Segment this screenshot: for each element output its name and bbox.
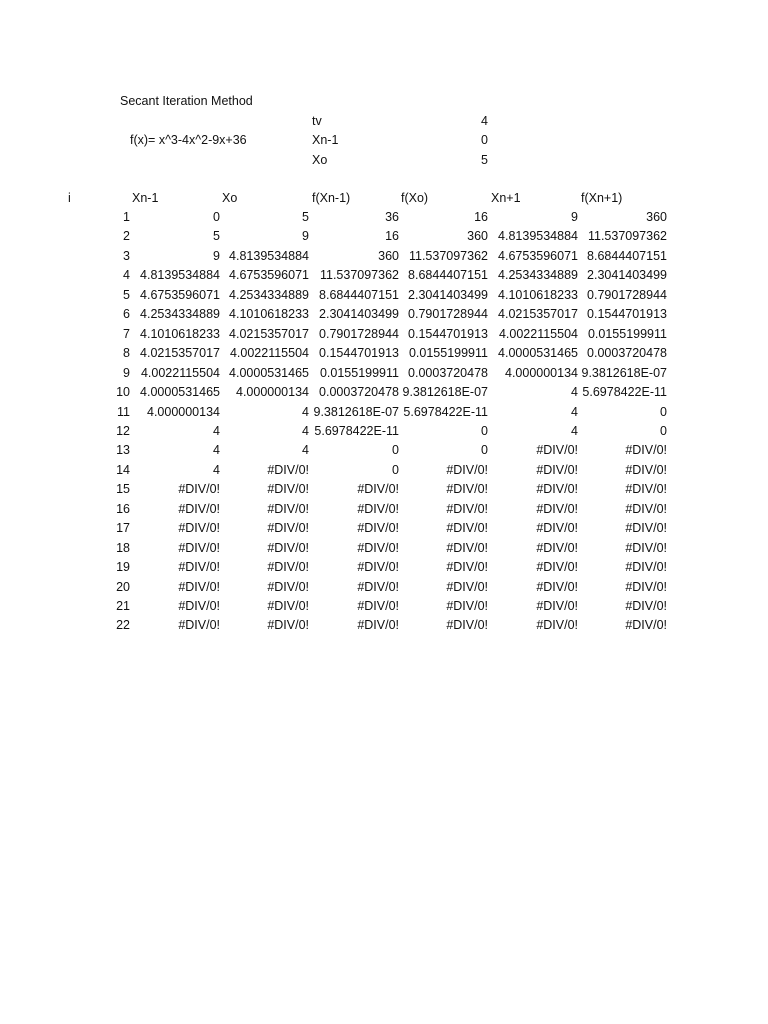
- cell-xo: 4.0000531465: [229, 365, 309, 380]
- param-label-tv: tv: [312, 114, 322, 128]
- cell-xn-plus-1: #DIV/0!: [536, 540, 578, 555]
- cell-f-xn-plus-1: #DIV/0!: [625, 521, 667, 536]
- table-row: [0, 365, 768, 384]
- table-row: [0, 287, 768, 306]
- cell-xn-1: #DIV/0!: [178, 540, 220, 555]
- cell-xn-1: 4.6753596071: [140, 287, 220, 302]
- table-row: [0, 442, 768, 461]
- table-row: [0, 540, 768, 559]
- param-value-tv: 4: [481, 114, 488, 128]
- table-row: [0, 345, 768, 364]
- cell-f-xn-plus-1: 0: [660, 423, 667, 438]
- cell-xn-1: #DIV/0!: [178, 521, 220, 536]
- cell-f-xn-plus-1: 9.3812618E-07: [581, 365, 667, 380]
- table-row: [0, 423, 768, 442]
- function-label: f(x)= x^3-4x^2-9x+36: [130, 133, 247, 147]
- cell-xn-1: 4.0215357017: [140, 346, 220, 361]
- cell-f-xn-plus-1: 0.0155199911: [587, 326, 667, 341]
- cell-xn-plus-1: #DIV/0!: [536, 579, 578, 594]
- cell-xn-1: 9: [213, 248, 220, 263]
- cell-f-xn-plus-1: #DIV/0!: [625, 579, 667, 594]
- cell-xn-plus-1: #DIV/0!: [536, 599, 578, 613]
- cell-f-xn-plus-1: #DIV/0!: [625, 482, 667, 497]
- table-row: [0, 326, 768, 345]
- param-label-xn-1: Xn-1: [312, 133, 339, 147]
- cell-i: 6: [123, 307, 130, 322]
- cell-i: 22: [116, 618, 130, 633]
- cell-f-xn-plus-1: 11.537097362: [587, 229, 667, 244]
- cell-f-xn-plus-1: 0: [660, 404, 667, 419]
- table-row: [0, 306, 768, 325]
- cell-f-xn-1: 360: [378, 248, 399, 263]
- cell-f-xo: 11.537097362: [408, 248, 488, 263]
- cell-f-xo: 0.1544701913: [408, 326, 488, 341]
- table-row: [0, 384, 768, 403]
- cell-f-xn-1: 5.6978422E-11: [314, 423, 399, 438]
- table-row: [0, 598, 768, 617]
- cell-f-xn-plus-1: #DIV/0!: [625, 599, 667, 613]
- cell-f-xo: 2.3041403499: [408, 287, 488, 302]
- cell-xn-1: #DIV/0!: [178, 599, 220, 613]
- param-value-xn-1: 0: [481, 133, 488, 147]
- cell-f-xn-plus-1: 0.1544701913: [587, 307, 667, 322]
- cell-f-xn-1: #DIV/0!: [357, 482, 399, 497]
- cell-xo: #DIV/0!: [267, 482, 309, 497]
- table-row: [0, 617, 768, 636]
- cell-xn-1: #DIV/0!: [178, 618, 220, 633]
- cell-xn-plus-1: 4: [571, 423, 578, 438]
- cell-f-xn-1: 11.537097362: [319, 268, 399, 283]
- param-value-xo: 5: [481, 153, 488, 167]
- cell-xo: #DIV/0!: [267, 599, 309, 613]
- cell-i: 10: [116, 385, 130, 400]
- cell-xo: 4: [302, 423, 309, 438]
- cell-xn-1: 4.1010618233: [140, 326, 220, 341]
- cell-xn-plus-1: #DIV/0!: [536, 501, 578, 516]
- column-header-xo: Xo: [222, 191, 238, 205]
- table-row: [0, 501, 768, 520]
- cell-f-xn-1: #DIV/0!: [357, 599, 399, 613]
- cell-i: 8: [123, 346, 130, 361]
- cell-f-xn-plus-1: #DIV/0!: [625, 540, 667, 555]
- cell-i: 15: [116, 482, 130, 497]
- cell-f-xn-1: 8.6844407151: [319, 287, 399, 302]
- cell-xn-plus-1: 4: [571, 385, 578, 400]
- column-header-i: i: [68, 191, 71, 205]
- cell-xn-plus-1: 4.1010618233: [498, 287, 578, 302]
- cell-xo: 4.0215357017: [229, 326, 309, 341]
- table-row: [0, 404, 768, 423]
- cell-xn-1: 4.0022115504: [140, 365, 220, 380]
- cell-xn-1: 4.2534334889: [140, 307, 220, 322]
- cell-f-xn-1: 0.0003720478: [319, 385, 399, 400]
- cell-xo: 5: [302, 210, 309, 224]
- cell-xn-plus-1: 9: [571, 210, 578, 224]
- cell-xn-1: #DIV/0!: [178, 560, 220, 575]
- cell-f-xn-plus-1: 2.3041403499: [587, 268, 667, 283]
- table-row: [0, 481, 768, 500]
- cell-xo: #DIV/0!: [267, 521, 309, 536]
- cell-xn-1: 4: [213, 443, 220, 458]
- cell-f-xn-plus-1: #DIV/0!: [625, 560, 667, 575]
- cell-xo: 4.2534334889: [229, 287, 309, 302]
- cell-xn-plus-1: 4.0000531465: [498, 346, 578, 361]
- cell-f-xn-1: #DIV/0!: [357, 540, 399, 555]
- column-header-f-xn-1: f(Xn-1): [312, 191, 351, 205]
- column-header-f-xn-plus-1: f(Xn+1): [581, 191, 623, 205]
- cell-xn-plus-1: 4.0215357017: [498, 307, 578, 322]
- cell-xn-1: 4.8139534884: [140, 268, 220, 283]
- cell-f-xo: #DIV/0!: [446, 501, 488, 516]
- cell-i: 5: [123, 287, 130, 302]
- table-row: [0, 209, 768, 228]
- cell-f-xn-1: #DIV/0!: [357, 579, 399, 594]
- cell-f-xn-plus-1: #DIV/0!: [625, 462, 667, 477]
- cell-f-xo: #DIV/0!: [446, 618, 488, 633]
- cell-xn-1: 4: [213, 462, 220, 477]
- table-row: [0, 462, 768, 481]
- cell-xn-plus-1: #DIV/0!: [536, 482, 578, 497]
- cell-f-xn-1: 0.7901728944: [319, 326, 399, 341]
- cell-i: 19: [116, 560, 130, 575]
- param-label-xo: Xo: [312, 153, 328, 167]
- cell-xn-1: 5: [213, 229, 220, 244]
- cell-f-xo: #DIV/0!: [446, 462, 488, 477]
- cell-xn-plus-1: 4: [571, 404, 578, 419]
- cell-i: 4: [123, 268, 130, 283]
- cell-xo: 4.0022115504: [229, 346, 309, 361]
- table-row: [0, 559, 768, 578]
- cell-xn-1: #DIV/0!: [178, 579, 220, 594]
- cell-xn-1: #DIV/0!: [178, 501, 220, 516]
- cell-f-xo: 0.0003720478: [408, 365, 488, 380]
- cell-xo: #DIV/0!: [267, 579, 309, 594]
- column-header-f-xo: f(Xo): [401, 191, 429, 205]
- cell-f-xn-1: #DIV/0!: [357, 560, 399, 575]
- cell-f-xn-1: #DIV/0!: [357, 618, 399, 633]
- cell-f-xo: #DIV/0!: [446, 579, 488, 594]
- cell-f-xo: 5.6978422E-11: [403, 404, 488, 419]
- sheet-title: Secant Iteration Method: [120, 94, 253, 108]
- cell-f-xn-1: 2.3041403499: [319, 307, 399, 322]
- cell-f-xo: #DIV/0!: [446, 540, 488, 555]
- cell-f-xn-1: 0.0155199911: [319, 365, 399, 380]
- cell-xo: #DIV/0!: [267, 462, 309, 477]
- cell-xo: 4.000000134: [236, 385, 309, 400]
- cell-f-xn-1: #DIV/0!: [357, 501, 399, 516]
- cell-f-xn-1: 16: [385, 229, 399, 244]
- cell-xn-1: #DIV/0!: [178, 482, 220, 497]
- cell-i: 1: [123, 210, 130, 224]
- cell-xn-1: 0: [213, 210, 220, 224]
- cell-f-xo: 0: [481, 423, 488, 438]
- cell-f-xn-1: 36: [385, 210, 399, 224]
- cell-f-xo: 9.3812618E-07: [402, 385, 488, 400]
- cell-xo: 4: [302, 404, 309, 419]
- cell-xn-1: 4: [213, 423, 220, 438]
- cell-xo: #DIV/0!: [267, 560, 309, 575]
- cell-f-xo: #DIV/0!: [446, 599, 488, 613]
- cell-f-xn-1: 0: [392, 462, 399, 477]
- cell-f-xo: 16: [474, 210, 488, 224]
- cell-f-xn-1: 0: [392, 443, 399, 458]
- cell-f-xn-plus-1: #DIV/0!: [625, 618, 667, 633]
- cell-xo: #DIV/0!: [267, 618, 309, 633]
- cell-i: 2: [123, 229, 130, 244]
- cell-xn-plus-1: 4.0022115504: [498, 326, 578, 341]
- table-row: [0, 228, 768, 247]
- cell-i: 13: [116, 443, 130, 458]
- cell-xn-plus-1: 4.8139534884: [498, 229, 578, 244]
- cell-f-xn-plus-1: 0.7901728944: [587, 287, 667, 302]
- cell-f-xo: #DIV/0!: [446, 482, 488, 497]
- cell-xn-plus-1: #DIV/0!: [536, 462, 578, 477]
- cell-i: 20: [116, 579, 130, 594]
- cell-i: 9: [123, 365, 130, 380]
- cell-i: 18: [116, 540, 130, 555]
- cell-xo: 4.6753596071: [229, 268, 309, 283]
- cell-f-xo: #DIV/0!: [446, 521, 488, 536]
- column-header-xn-plus-1: Xn+1: [491, 191, 521, 205]
- cell-f-xo: 0.0155199911: [408, 346, 488, 361]
- cell-xo: 9: [302, 229, 309, 244]
- cell-f-xo: #DIV/0!: [446, 560, 488, 575]
- cell-f-xn-plus-1: #DIV/0!: [625, 501, 667, 516]
- cell-xn-plus-1: #DIV/0!: [536, 560, 578, 575]
- cell-f-xn-1: 0.1544701913: [319, 346, 399, 361]
- table-row: [0, 520, 768, 539]
- cell-xn-plus-1: #DIV/0!: [536, 443, 578, 458]
- cell-xn-plus-1: 4.000000134: [505, 365, 578, 380]
- cell-xn-1: 4.000000134: [147, 404, 220, 419]
- cell-xn-plus-1: 4.6753596071: [498, 248, 578, 263]
- cell-f-xo: 0.7901728944: [408, 307, 488, 322]
- cell-xn-plus-1: #DIV/0!: [536, 618, 578, 633]
- cell-f-xn-plus-1: #DIV/0!: [625, 443, 667, 458]
- cell-i: 14: [116, 462, 130, 477]
- cell-i: 21: [116, 599, 130, 613]
- cell-i: 17: [116, 521, 130, 536]
- cell-xo: 4.1010618233: [229, 307, 309, 322]
- cell-xn-1: 4.0000531465: [140, 385, 220, 400]
- cell-f-xn-plus-1: 8.6844407151: [587, 248, 667, 263]
- cell-f-xo: 0: [481, 443, 488, 458]
- cell-f-xo: 8.6844407151: [408, 268, 488, 283]
- column-header-xn-1: Xn-1: [132, 191, 159, 205]
- cell-f-xn-1: #DIV/0!: [357, 521, 399, 536]
- cell-xo: #DIV/0!: [267, 501, 309, 516]
- cell-xo: 4.8139534884: [229, 248, 309, 263]
- cell-i: 11: [117, 404, 130, 419]
- cell-i: 12: [116, 423, 130, 438]
- cell-f-xn-plus-1: 360: [646, 210, 667, 224]
- table-row: [0, 579, 768, 598]
- cell-xo: 4: [302, 443, 309, 458]
- cell-xn-plus-1: #DIV/0!: [536, 521, 578, 536]
- cell-f-xo: 360: [467, 229, 488, 244]
- cell-i: 3: [123, 248, 130, 263]
- table-row: [0, 248, 768, 267]
- cell-i: 7: [123, 326, 130, 341]
- cell-xo: #DIV/0!: [267, 540, 309, 555]
- cell-xn-plus-1: 4.2534334889: [498, 268, 578, 283]
- cell-f-xn-1: 9.3812618E-07: [313, 404, 399, 419]
- cell-f-xn-plus-1: 0.0003720478: [587, 346, 667, 361]
- table-row: [0, 267, 768, 286]
- cell-i: 16: [116, 501, 130, 516]
- cell-f-xn-plus-1: 5.6978422E-11: [582, 385, 667, 400]
